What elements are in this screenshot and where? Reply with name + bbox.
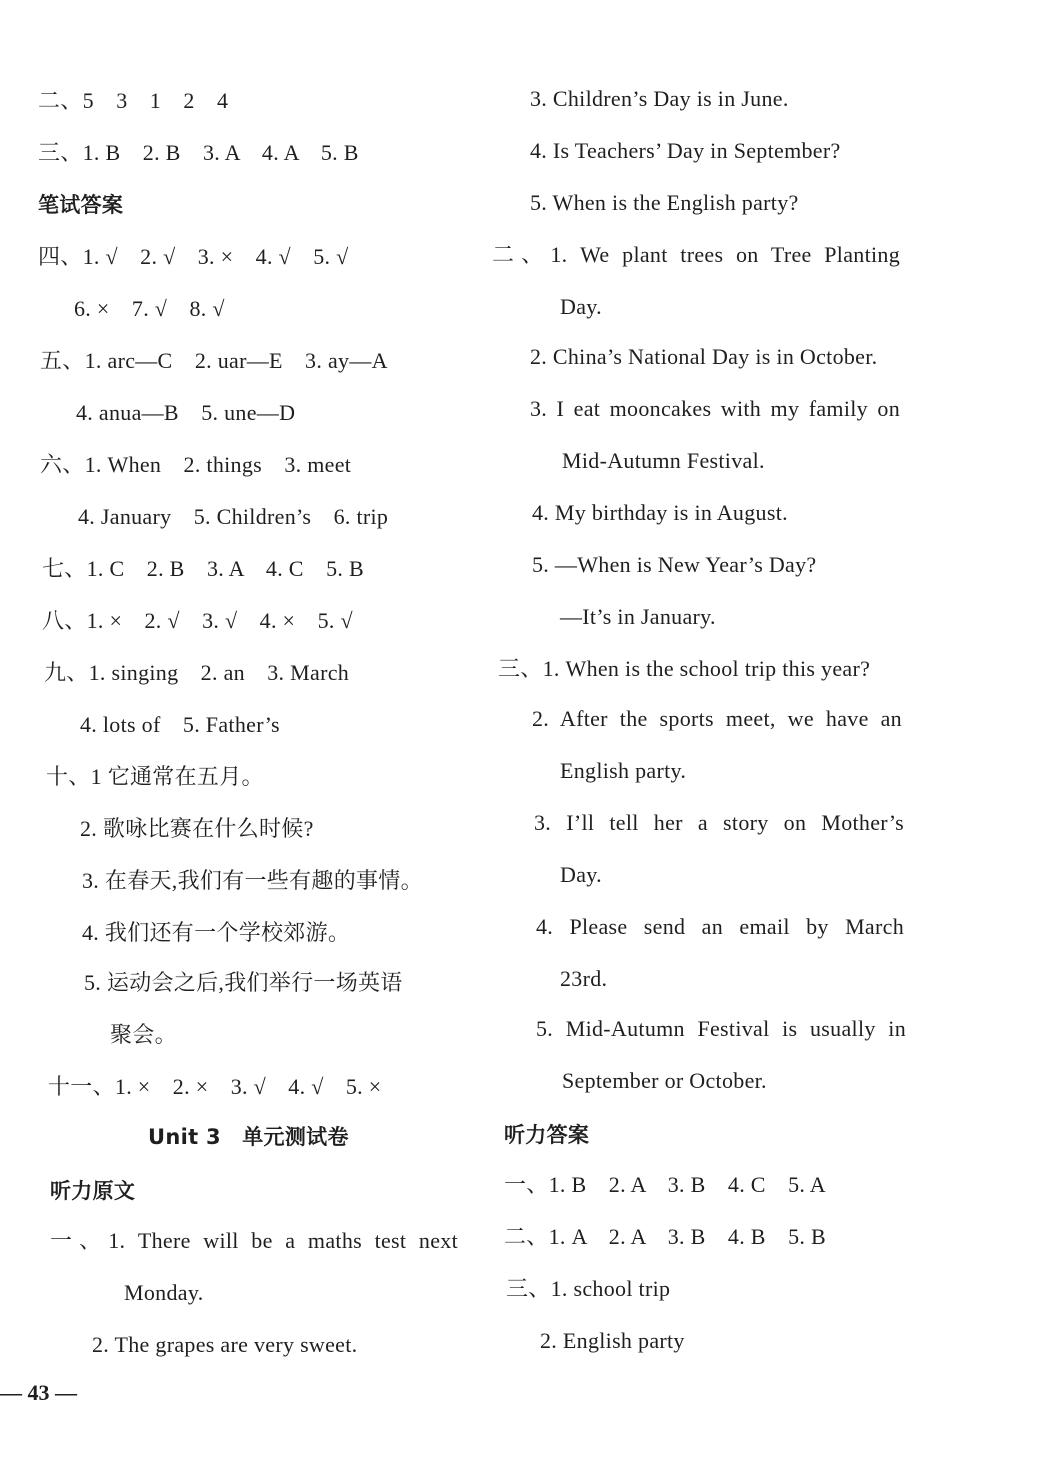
- text-line: 七、1. C 2. B 3. A 4. C 5. B: [42, 556, 364, 581]
- text-line: 一、1. B 2. A 3. B 4. C 5. A: [504, 1172, 826, 1197]
- text-line: English party.: [560, 758, 687, 783]
- text-line: 4. lots of 5. Father’s: [80, 712, 280, 737]
- unit-title: Unit 3 单元测试卷: [148, 1125, 349, 1149]
- text-line: 3. Children’s Day is in June.: [530, 86, 789, 111]
- text-line: 八、1. × 2. √ 3. √ 4. × 5. √: [42, 608, 353, 633]
- page-number: — 43 —: [0, 1380, 77, 1405]
- text-line: 5. —When is New Year’s Day?: [532, 552, 817, 577]
- text-line: 2. 歌咏比赛在什么时候?: [80, 816, 314, 841]
- text-line: 二、1. We plant trees on Tree Planting: [492, 242, 900, 267]
- text-line: 四、1. √ 2. √ 3. × 4. √ 5. √: [38, 244, 349, 269]
- section-heading: 笔试答案: [38, 193, 124, 217]
- text-line: 3. I eat mooncakes with my family on: [530, 396, 900, 421]
- text-line: Monday.: [124, 1280, 204, 1305]
- text-line: 五、1. arc—C 2. uar—E 3. ay—A: [40, 348, 388, 373]
- text-line: 聚会。: [110, 1022, 177, 1047]
- text-line: September or October.: [562, 1068, 767, 1093]
- text-line: 4. 我们还有一个学校郊游。: [82, 920, 351, 945]
- section-heading: 听力原文: [50, 1179, 136, 1203]
- text-line: 4. My birthday is in August.: [532, 500, 788, 525]
- text-line: 5. Mid-Autumn Festival is usually in: [536, 1016, 906, 1041]
- text-line: 4. Is Teachers’ Day in September?: [530, 138, 841, 163]
- text-line: 2. After the sports meet, we have an: [532, 706, 902, 731]
- text-line: 6. × 7. √ 8. √: [74, 296, 225, 321]
- text-line: 2. The grapes are very sweet.: [92, 1332, 358, 1357]
- text-line: 三、1. B 2. B 3. A 4. A 5. B: [38, 140, 359, 165]
- text-line: 4. Please send an email by March: [536, 914, 904, 939]
- text-line: 三、1. When is the school trip this year?: [498, 656, 871, 681]
- text-line: 六、1. When 2. things 3. meet: [40, 452, 352, 477]
- text-line: —It’s in January.: [560, 604, 716, 629]
- text-line: 3. I’ll tell her a story on Mother’s: [534, 810, 904, 835]
- section-heading: 听力答案: [504, 1123, 590, 1147]
- text-line: 二、1. A 2. A 3. B 4. B 5. B: [504, 1224, 826, 1249]
- text-line: 23rd.: [560, 966, 608, 991]
- text-line: Day.: [560, 862, 602, 887]
- text-line: 三、1. school trip: [506, 1276, 671, 1301]
- text-line: 十一、1. × 2. × 3. √ 4. √ 5. ×: [48, 1074, 382, 1099]
- text-line: 二、5 3 1 2 4: [38, 88, 229, 113]
- text-line: 十、1 它通常在五月。: [46, 764, 264, 789]
- text-line: 5. 运动会之后,我们举行一场英语: [84, 970, 403, 995]
- text-line: Day.: [560, 294, 602, 319]
- text-line: 3. 在春天,我们有一些有趣的事情。: [82, 868, 423, 893]
- text-line: 4. January 5. Children’s 6. trip: [78, 504, 389, 529]
- text-line: 2. English party: [540, 1328, 685, 1353]
- text-line: 5. When is the English party?: [530, 190, 799, 215]
- text-line: 4. anua—B 5. une—D: [76, 400, 296, 425]
- text-line: 一、1. There will be a maths test next: [50, 1228, 458, 1253]
- text-line: Mid-Autumn Festival.: [562, 448, 765, 473]
- text-line: 2. China’s National Day is in October.: [530, 344, 878, 369]
- text-line: 九、1. singing 2. an 3. March: [44, 660, 350, 685]
